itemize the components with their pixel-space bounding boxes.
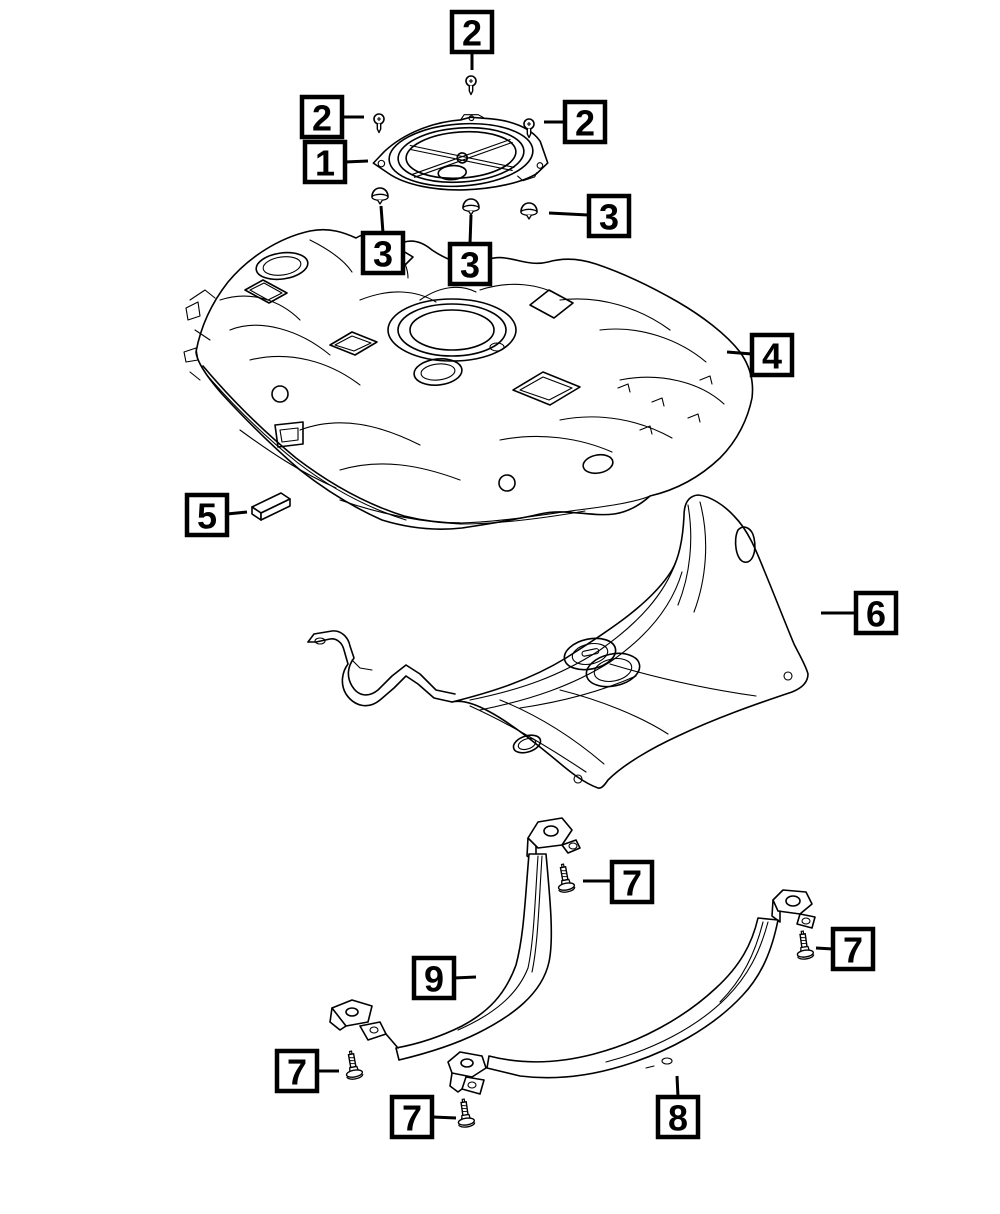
callout-3-left-leader-line — [381, 206, 383, 233]
callout-3-right — [549, 196, 629, 238]
callout-7-d-label: 7 — [401, 1097, 423, 1139]
callout-3-center — [450, 215, 490, 286]
callout-5-label: 5 — [196, 495, 218, 537]
callout-4-label: 4 — [761, 335, 783, 377]
callout-9 — [414, 958, 476, 1000]
callout-2-top — [452, 12, 492, 70]
callout-7-c-label: 7 — [286, 1051, 308, 1093]
callout-8-label: 8 — [667, 1097, 689, 1139]
pad-icon — [252, 493, 290, 520]
callout-8-leader-line — [677, 1076, 678, 1097]
pan-head-screw-icon — [374, 114, 384, 133]
callout-9-leader-line — [454, 977, 476, 978]
heat-shield-icon — [308, 495, 808, 788]
callout-4-leader-line — [727, 352, 752, 354]
lock-ring-icon — [370, 109, 549, 196]
callout-3-left-label: 3 — [372, 233, 394, 275]
callout-2-left — [302, 97, 364, 139]
callout-3-center-leader-line — [470, 215, 471, 244]
callout-7-a-label: 7 — [621, 862, 643, 904]
callout-1-label: 1 — [314, 142, 336, 184]
pan-head-screw-icon — [466, 76, 476, 95]
callout-9-label: 9 — [423, 958, 445, 1000]
callout-8 — [658, 1076, 698, 1139]
callout-2-top-label: 2 — [461, 12, 483, 54]
callout-3-center-label: 3 — [459, 244, 481, 286]
tank-strap-left-icon — [330, 818, 580, 1060]
callout-6 — [821, 593, 896, 635]
callout-7-b-label: 7 — [842, 929, 864, 971]
hex-flange-bolt-icon — [555, 863, 576, 893]
callout-5 — [187, 495, 247, 537]
hex-flange-bolt-icon — [794, 930, 814, 960]
callout-2-left-label: 2 — [311, 97, 333, 139]
callout-1-leader-line — [345, 161, 368, 162]
push-rivet-icon — [463, 199, 479, 215]
hex-flange-bolt-icon — [455, 1098, 475, 1128]
callout-3-right-label: 3 — [598, 196, 620, 238]
callout-7-b-leader-line — [816, 948, 833, 949]
callout-3-right-leader-line — [549, 213, 588, 215]
push-rivet-icon — [521, 203, 537, 219]
callout-6-label: 6 — [865, 593, 887, 635]
hex-flange-bolt-icon — [343, 1050, 364, 1080]
callout-5-leader-line — [227, 512, 247, 514]
callout-2-right-label: 2 — [574, 102, 596, 144]
callout-3-left — [363, 206, 403, 275]
callout-7-c — [277, 1051, 339, 1093]
callout-7-d-leader-line — [433, 1117, 456, 1118]
callout-2-right — [544, 102, 605, 144]
push-rivet-icon — [372, 188, 388, 204]
callout-7-a — [583, 862, 652, 904]
callout-7-d — [392, 1097, 456, 1139]
callout-7-b — [816, 929, 873, 971]
callout-1 — [305, 142, 368, 184]
